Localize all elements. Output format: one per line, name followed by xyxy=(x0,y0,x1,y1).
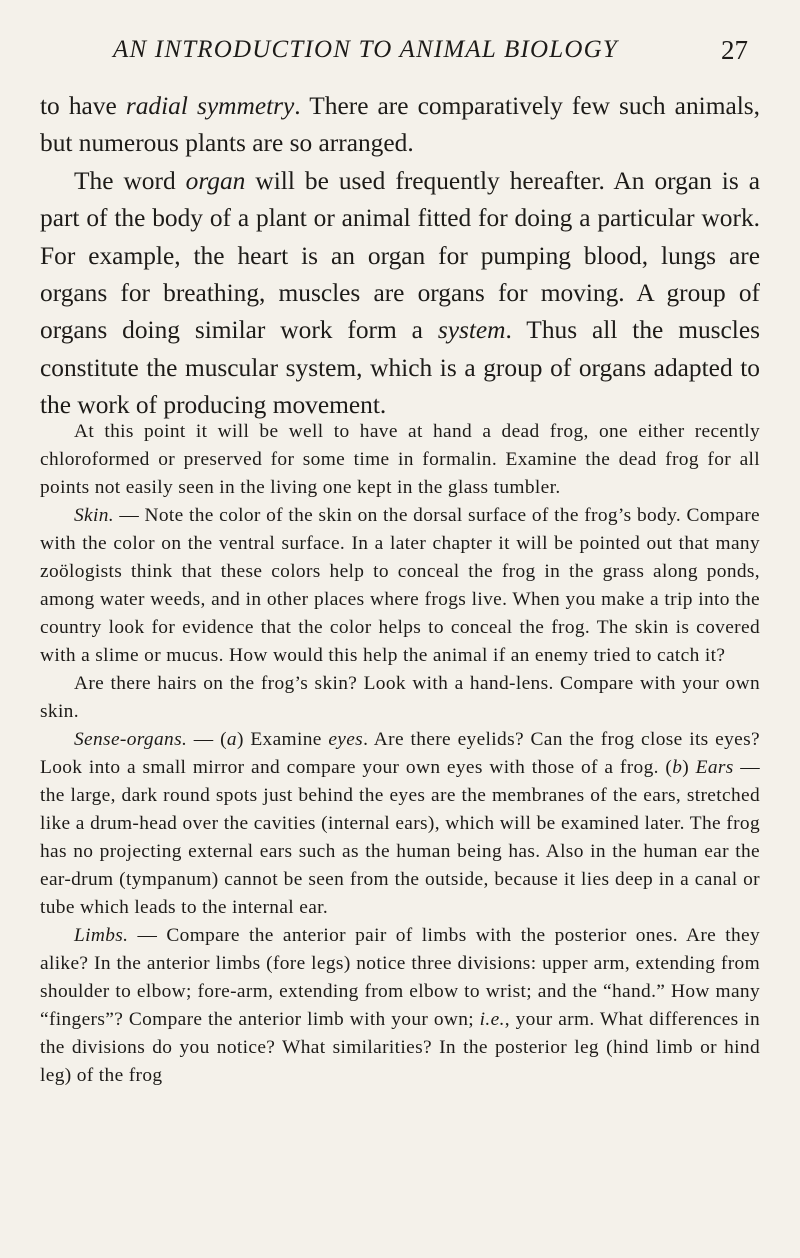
paragraph-sense-organs: Sense-organs. — (a) Examine eyes. Are there eyelids? Can the frog close its eyes? Look into a small mirror and compare your own eyes with those of a frog. (b) Ears — the large, dark round spots just behind the eyes are the membranes of the ears, stretched like a drum-head over the cavities (internal ears), which will be examined later. The frog has no projecting external ears such as the human being has. Also in the human ear the ear-drum (tympanum) cannot be seen from the outside, because it lies deep in a canal or tube which leads to the internal ear. xyxy=(40,729,760,918)
heading-sense-organs: Sense-organs. xyxy=(74,729,188,750)
paragraph-radial-symmetry: to have radial symmetry. There are comparatively few such animals, but numerous plants are so arranged. xyxy=(40,92,760,158)
paragraph-skin: Skin. — Note the color of the skin on the dorsal surface of the frog’s body. Compare with the color on the ventral surface. In a later chapter it will be pointed out that many zoölogists think that these colors help to conceal the frog in the grass along ponds, among water weeds, and in other places where frogs live. When you make a trip into the country look for evidence that the color helps to conceal the frog. The skin is covered with a slime or mucus. How would this help the animal if an enemy tried to catch it? xyxy=(40,505,760,666)
main-text xyxy=(40,88,760,425)
page-header xyxy=(0,36,800,76)
heading-skin: Skin. xyxy=(74,505,114,526)
paragraph-limbs: Limbs. — Compare the anterior pair of limbs with the posterior ones. Are they alike? In the anterior limbs (fore legs) notice three divisions: upper arm, extending from shoulder to elbow; fore-arm, extending from elbow to wrist; and the “hand.” How many “fingers”? Compare the anterior limb with your own; i.e., your arm. What differences in the divisions do you notice? What similarities? In the posterior leg (hind limb or hind leg) of the frog xyxy=(40,925,760,1086)
running-head: AN INTRODUCTION TO ANIMAL BIOLOGY xyxy=(113,36,618,63)
term-radial-symmetry: radial symmetry xyxy=(125,92,295,120)
paragraph-dead-frog: At this point it will be well to have at hand a dead frog, one either recently chloroformed or preserved for some time in formalin. Examine the dead frog for all points not easily seen in the living one kept in the glass tumbler. xyxy=(40,421,760,498)
paragraph-organ: The word organ will be used frequently hereafter. An organ is a part of the body of a plant or animal fitted for doing a particular work. For example, the heart is an organ for pumping blood, lungs are organs for breathing, muscles are organs for moving. A group of organs doing similar work form a system. Thus all the muscles constitute the muscular system, which is a group of organs adapted to the work of producing movement. xyxy=(40,166,760,420)
paragraph-hairs: Are there hairs on the frog’s skin? Look with a hand-lens. Compare with your own skin. xyxy=(40,673,760,722)
page-number: 27 xyxy=(721,35,748,65)
term-eyes: eyes xyxy=(328,729,364,750)
term-system: system xyxy=(437,316,506,345)
term-organ: organ xyxy=(185,166,246,195)
heading-limbs: Limbs. xyxy=(74,925,129,946)
term-ears: Ears xyxy=(695,757,734,778)
lab-instructions xyxy=(40,418,760,1090)
